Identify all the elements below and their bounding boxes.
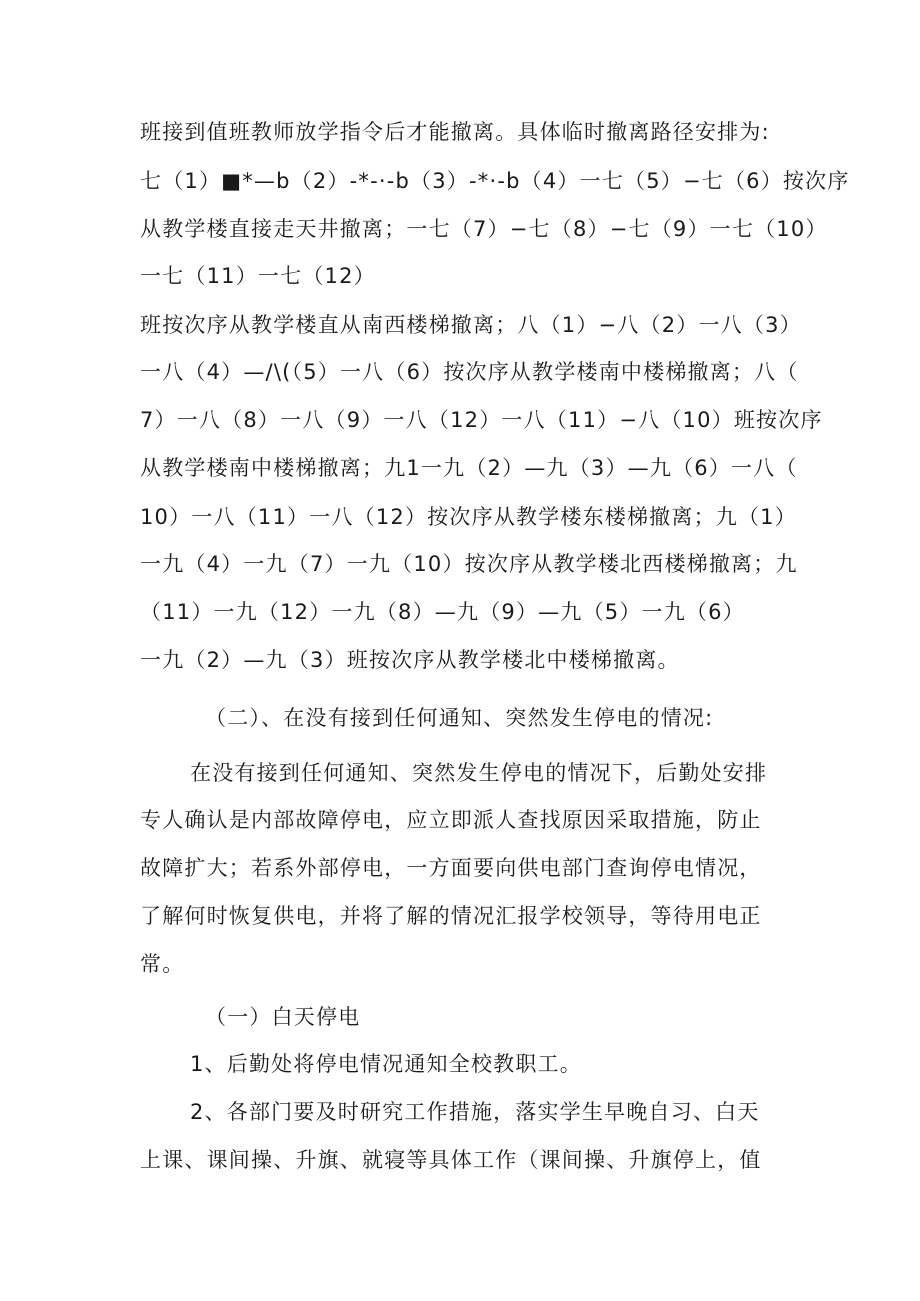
text-line-5: 班按次序从教学楼直从南西楼梯撤离；八（1）−八（2）一八（3）	[140, 313, 802, 337]
text-line-9: 10）一八（11）一八（12）按次序从教学楼东楼梯撤离；九（1）	[140, 505, 797, 529]
text-line-8: 从教学楼南中楼梯撤离；九1一九（2）—九（3）—九（6）一八（	[140, 456, 798, 480]
section-heading: （二）、在没有接到任何通知、突然发生停电的情况:	[205, 706, 714, 730]
subsection-heading: （一）白天停电	[205, 1005, 361, 1029]
text-line-6: 一八（4）—/\(（5）一八（6）按次序从教学楼南中楼梯撤离；八（	[140, 360, 799, 384]
text-line-1: 班接到值班教师放学指令后才能撤离。具体临时撤离路径安排为:	[140, 120, 770, 144]
text-line-12: 一九（2）—九（3）班按次序从教学楼北中楼梯撤离。	[140, 648, 680, 672]
text-line-7: 7）一八（8）一八（9）一八（12）一八（11）−八（10）班按次序	[140, 408, 823, 432]
list-item-2-continued: 上课、课间操、升旗、就寝等具体工作（课间操、升旗停上，值	[140, 1148, 762, 1172]
text-line-3: 从教学楼直接走天井撤离；一七（7）−七（8）−七（9）一七（10）	[140, 217, 828, 241]
text-line-4: 一七（11）一七（12）	[140, 264, 376, 288]
text-line-2: 七（1）■*—b（2）-*-·-b（3）-*·-b（4）一七（5）−七（6）按次序	[140, 169, 850, 193]
text-line-11: （11）一九（12）一九（8）—九（9）—九（5）一九（6）	[140, 600, 745, 624]
paragraph-line-3: 故障扩大；若系外部停电，一方面要向供电部门查询停电情况，	[140, 856, 762, 880]
text-line-10: 一九（4）一九（7）一九（10）按次序从教学楼北西楼梯撤离；九	[140, 552, 798, 576]
list-item-1: 1、后勤处将停电情况通知全校教职工。	[190, 1052, 582, 1076]
paragraph-line-1: 在没有接到任何通知、突然发生停电的情况下，后勤处安排	[190, 761, 768, 785]
paragraph-line-2: 专人确认是内部故障停电，应立即派人查找原因采取措施，防止	[140, 808, 762, 832]
paragraph-line-4: 了解何时恢复供电，并将了解的情况汇报学校领导，等待用电正	[140, 904, 762, 928]
list-item-2: 2、各部门要及时研究工作措施，落实学生早晚自习、白天	[190, 1100, 760, 1124]
paragraph-line-5: 常。	[140, 952, 185, 976]
